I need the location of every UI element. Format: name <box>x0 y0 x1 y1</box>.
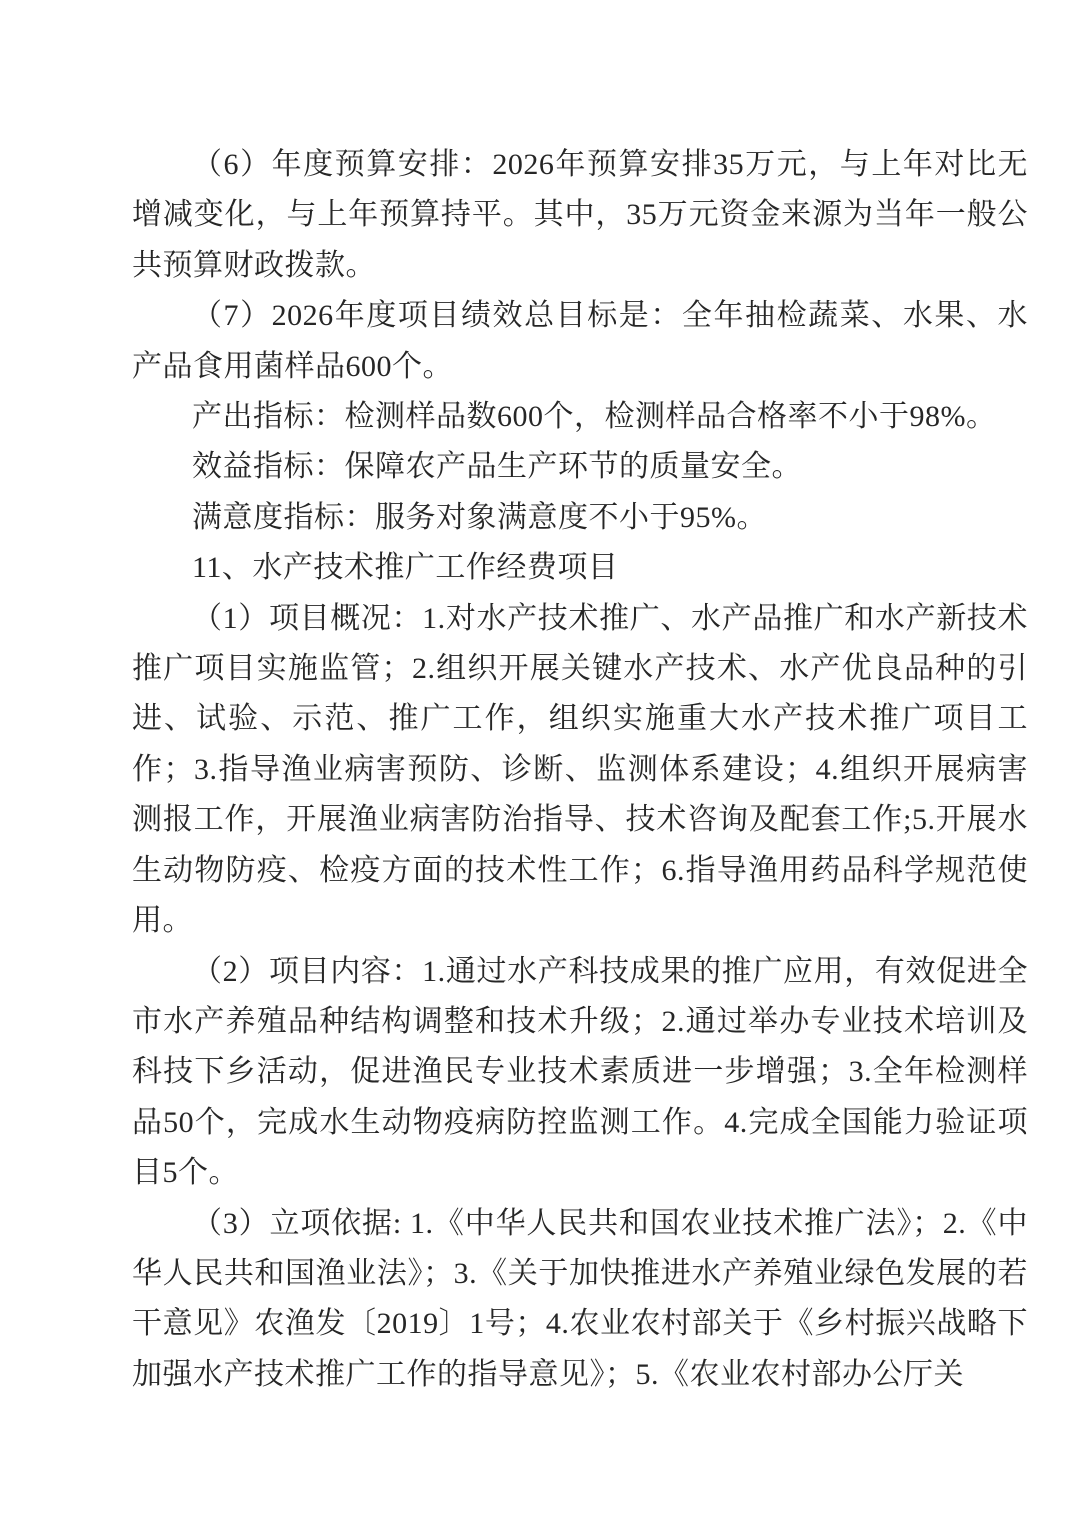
para-project-overview: （1）项目概况：1.对水产技术推广、水产品推广和水产新技术推广项目实施监管；2.组织开展关键水产技术、水产优良品种的引进、试验、示范、推广工作，组织实施重大水产技术推广项目工作；3.指导渔业病害预防、诊断、监测体系建设；4.组织开展病害测报工作，开展渔业病害防治指导、技术咨询及配套工作;5.开展水生动物防疫、检疫方面的技术性工作；6.指导渔用药品科学规范使用。 <box>132 601 1028 938</box>
para-satisfaction-indicator: 满意度指标：服务对象满意度不小于95%。 <box>192 500 767 534</box>
para-project-basis: （3）立项依据: 1.《中华人民共和国农业技术推广法》；2.《中华人民共和国渔业法》；3.《关于加快推进水产养殖业绿色发展的若干意见》农渔发〔2019〕1号；4.农业农村部关于《乡村振兴战略下加强水产技术推广工作的指导意见》；5.《农业农村部办公厅关 <box>132 1206 1028 1391</box>
heading-project-11: 11、水产技术推广工作经费项目 <box>192 551 619 585</box>
para-performance-goal: （7）2026年度项目绩效总目标是：全年抽检蔬菜、水果、水产品食用菌样品600个。 <box>132 299 1028 383</box>
para-output-indicator: 产出指标：检测样品数600个，检测样品合格率不小于98%。 <box>192 400 997 434</box>
para-annual-budget: （6）年度预算安排：2026年预算安排35万元，与上年对比无增减变化，与上年预算持平。其中，35万元资金来源为当年一般公共预算财政拨款。 <box>132 148 1028 282</box>
para-project-content: （2）项目内容：1.通过水产科技成果的推广应用，有效促进全市水产养殖品种结构调整和技术升级；2.通过举办专业技术培训及科技下乡活动，促进渔民专业技术素质进一步增强；3.全年检测样品50个，完成水生动物疫病防控监测工作。4.完成全国能力验证项目5个。 <box>132 954 1028 1190</box>
para-benefit-indicator: 效益指标：保障农产品生产环节的质量安全。 <box>192 450 802 484</box>
